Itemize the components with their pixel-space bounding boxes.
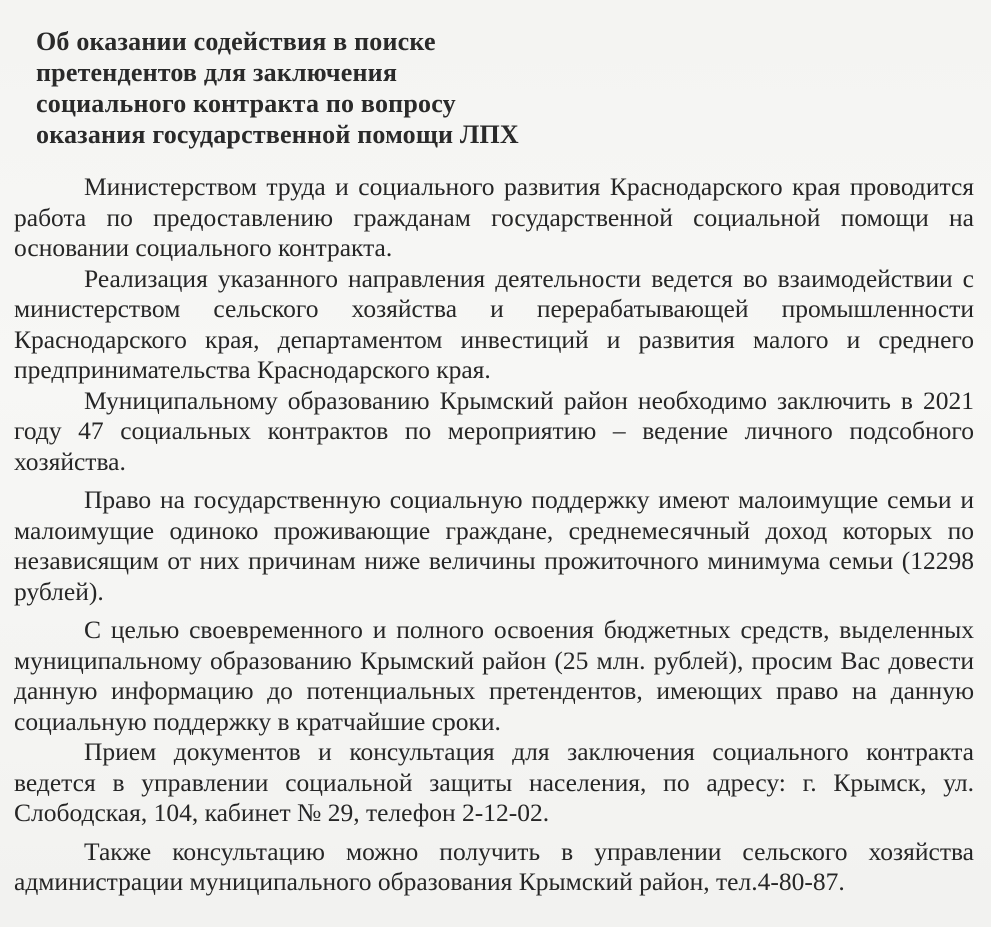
document-body bbox=[14, 172, 974, 898]
paragraph-ministry-work: Министерством труда и социального развития Краснодарского края проводится работа по предоставлению гражданам государственной социальной помощи на основании социального контракта. bbox=[14, 172, 974, 262]
title-line: оказания государственной помощи ЛПХ bbox=[36, 120, 519, 149]
document-title bbox=[36, 26, 596, 150]
title-line: Об оказании содействия в поиске bbox=[36, 27, 436, 56]
paragraph-contracts-count: Муниципальному образованию Крымский район необходимо заключить в 2021 году 47 социальных контрактов по мероприятию – ведение личного подсобного хозяйства. bbox=[14, 385, 974, 476]
title-line: претендентов для заключения bbox=[36, 58, 398, 87]
paragraph-request: С целью своевременного и полного освоения бюджетных средств, выделенных муниципальному образованию Крымский район (25 млн. рублей), просим Вас довести данную информацию до потенциальных претендентов, имеющих право на данную социальную поддержку в кратчайшие сроки. bbox=[14, 615, 974, 736]
paragraph-consultation: Также консультацию можно получить в управлении сельского хозяйства администрации муниципального образования Крымский район, тел.4-80-87. bbox=[14, 836, 974, 896]
paragraph-eligibility: Право на государственную социальную поддержку имеют малоимущие семьи и малоимущие одиноко проживающие граждане, среднемесячный доход которых по независящим от них причинам ниже величины прожиточного минимума семьи (12298 рублей). bbox=[14, 485, 974, 606]
title-line: социального контракта по вопросу bbox=[36, 89, 456, 118]
paragraph-documents-reception: Прием документов и консультация для заключения социального контракта ведется в управлении социальной защиты населения, по адресу: г. Крымск, ул. Слободская, 104, кабинет № 29, телефон 2-12-02. bbox=[14, 737, 974, 827]
paragraph-implementation: Реализация указанного направления деятельности ведется во взаимодействии с министерством сельского хозяйства и перерабатывающей промышленности Краснодарского края, департаментом инвестиций и развития малого и среднего предпринимательства Краснодарского края. bbox=[14, 263, 974, 384]
